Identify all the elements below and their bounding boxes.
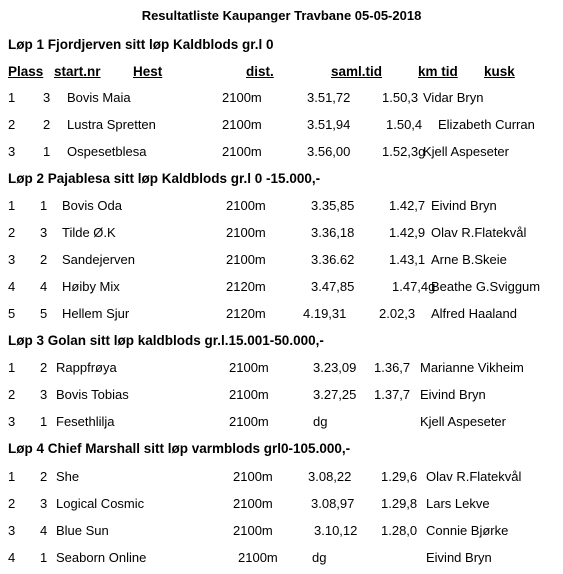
cell-driver: Kjell Aspeseter <box>423 144 509 159</box>
cell-place: 5 <box>8 306 16 321</box>
cell-place: 3 <box>8 144 16 159</box>
cell-km-time: 1.29,8 <box>381 496 418 511</box>
cell-driver: Arne B.Skeie <box>431 252 507 267</box>
cell-driver: Marianne Vikheim <box>420 360 524 375</box>
document-title: Resultatliste Kaupanger Travbane 05-05-2018 <box>141 8 422 23</box>
cell-start-nr: 1 <box>40 414 48 429</box>
cell-start-nr: 2 <box>43 117 51 132</box>
cell-total-time: 3.08,22 <box>308 469 352 484</box>
cell-km-time: 1.42,9 <box>389 225 426 240</box>
race-title: Løp 3 Golan sitt løp kaldblods gr.l.15.001-50.000,- <box>8 333 324 348</box>
cell-total-time: 4.19,31 <box>303 306 347 321</box>
cell-place: 1 <box>8 360 16 375</box>
cell-start-nr: 3 <box>40 225 48 240</box>
cell-total-time: 3.27,25 <box>313 387 357 402</box>
cell-start-nr: 1 <box>40 550 48 565</box>
cell-place: 4 <box>8 279 16 294</box>
cell-start-nr: 1 <box>40 198 48 213</box>
cell-driver: Kjell Aspeseter <box>420 414 506 429</box>
cell-total-time: 3.23,09 <box>313 360 357 375</box>
cell-distance: 2120m <box>226 279 266 294</box>
cell-distance: 2100m <box>238 550 278 565</box>
cell-km-time: 1.36,7 <box>374 360 411 375</box>
cell-distance: 2100m <box>233 496 273 511</box>
cell-distance: 2100m <box>229 387 269 402</box>
cell-place: 2 <box>8 117 16 132</box>
cell-horse: Høiby Mix <box>62 279 120 294</box>
cell-start-nr: 3 <box>43 90 51 105</box>
cell-place: 4 <box>8 550 16 565</box>
cell-distance: 2100m <box>226 198 266 213</box>
header-km-tid: km tid <box>418 64 458 79</box>
cell-place: 2 <box>8 496 16 511</box>
cell-horse: Bovis Oda <box>62 198 122 213</box>
cell-total-time: 3.36.62 <box>311 252 355 267</box>
cell-start-nr: 2 <box>40 469 48 484</box>
cell-km-time: 1.29,6 <box>381 469 418 484</box>
cell-start-nr: 4 <box>40 279 48 294</box>
race-title: Løp 1 Fjordjerven sitt løp Kaldblods gr.l 0 <box>8 37 274 52</box>
header-dist: dist. <box>246 64 274 79</box>
cell-total-time: 3.51,94 <box>307 117 351 132</box>
cell-start-nr: 3 <box>40 496 48 511</box>
cell-horse: Seaborn Online <box>56 550 147 565</box>
cell-start-nr: 1 <box>43 144 51 159</box>
cell-driver: Olav R.Flatekvål <box>431 225 527 240</box>
cell-distance: 2100m <box>226 225 266 240</box>
header-kusk: kusk <box>484 64 515 79</box>
cell-distance: 2100m <box>222 144 262 159</box>
cell-distance: 2100m <box>226 252 266 267</box>
cell-driver: Elizabeth Curran <box>438 117 535 132</box>
header-saml-tid: saml.tid <box>331 64 383 79</box>
cell-driver: Beathe G.Sviggum <box>431 279 541 294</box>
cell-total-time: 3.10,12 <box>314 523 358 538</box>
cell-distance: 2100m <box>229 414 269 429</box>
cell-driver: Lars Lekve <box>426 496 490 511</box>
header-plass: Plass <box>8 64 44 79</box>
cell-horse: Tilde Ø.K <box>62 225 116 240</box>
cell-place: 2 <box>8 225 16 240</box>
cell-distance: 2100m <box>222 90 262 105</box>
cell-horse: Sandejerven <box>62 252 135 267</box>
cell-horse: Bovis Tobias <box>56 387 129 402</box>
cell-driver: Eivind Bryn <box>426 550 492 565</box>
cell-start-nr: 2 <box>40 360 48 375</box>
cell-place: 3 <box>8 523 16 538</box>
cell-driver: Eivind Bryn <box>431 198 497 213</box>
cell-distance: 2100m <box>233 469 273 484</box>
cell-start-nr: 3 <box>40 387 48 402</box>
cell-km-time: 1.43,1 <box>389 252 426 267</box>
cell-distance: 2120m <box>226 306 266 321</box>
cell-place: 1 <box>8 198 16 213</box>
cell-horse: Ospesetblesa <box>67 144 147 159</box>
cell-total-time: 3.35,85 <box>311 198 355 213</box>
cell-start-nr: 4 <box>40 523 48 538</box>
cell-horse: Blue Sun <box>56 523 109 538</box>
cell-horse: Logical Cosmic <box>56 496 145 511</box>
header-hest: Hest <box>133 64 163 79</box>
cell-place: 1 <box>8 90 16 105</box>
cell-horse: Bovis Maia <box>67 90 131 105</box>
cell-horse: Fesethlilja <box>56 414 115 429</box>
cell-driver: Vidar Bryn <box>423 90 484 105</box>
cell-place: 2 <box>8 387 16 402</box>
cell-km-time: 1.37,7 <box>374 387 411 402</box>
cell-horse: Lustra Spretten <box>67 117 156 132</box>
cell-total-time: 3.47,85 <box>311 279 355 294</box>
cell-km-time: 1.52,3g <box>382 144 426 159</box>
race-title: Løp 2 Pajablesa sitt løp Kaldblods gr.l 0 -15.000,- <box>8 171 321 186</box>
cell-horse: She <box>56 469 80 484</box>
cell-driver: Connie Bjørke <box>426 523 509 538</box>
cell-horse: Hellem Sjur <box>62 306 130 321</box>
cell-horse: Rappfrøya <box>56 360 117 375</box>
cell-km-time: 1.47,4g <box>392 279 436 294</box>
cell-driver: Alfred Haaland <box>431 306 517 321</box>
cell-total-time: dg <box>313 414 328 429</box>
cell-distance: 2100m <box>229 360 269 375</box>
cell-km-time: 1.50,4 <box>386 117 423 132</box>
cell-distance: 2100m <box>233 523 273 538</box>
header-start-nr: start.nr <box>54 64 101 79</box>
cell-total-time: 3.08,97 <box>311 496 355 511</box>
cell-km-time: 1.28,0 <box>381 523 418 538</box>
cell-driver: Olav R.Flatekvål <box>426 469 522 484</box>
race-title: Løp 4 Chief Marshall sitt løp varmblods grl0-105.000,- <box>8 441 351 456</box>
cell-total-time: 3.36,18 <box>311 225 355 240</box>
cell-place: 3 <box>8 252 16 267</box>
cell-place: 3 <box>8 414 16 429</box>
cell-km-time: 1.50,3 <box>382 90 419 105</box>
cell-km-time: 1.42,7 <box>389 198 426 213</box>
cell-distance: 2100m <box>222 117 262 132</box>
cell-start-nr: 2 <box>40 252 48 267</box>
cell-total-time: 3.56,00 <box>307 144 351 159</box>
cell-start-nr: 5 <box>40 306 48 321</box>
cell-total-time: 3.51,72 <box>307 90 351 105</box>
cell-place: 1 <box>8 469 16 484</box>
cell-total-time: dg <box>312 550 327 565</box>
cell-driver: Eivind Bryn <box>420 387 486 402</box>
cell-km-time: 2.02,3 <box>379 306 416 321</box>
